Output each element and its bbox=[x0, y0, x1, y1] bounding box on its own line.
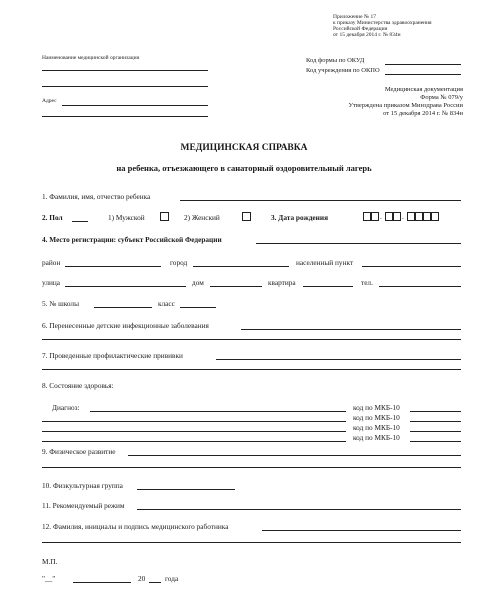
diagnosis-label: Диагноз: bbox=[52, 403, 80, 412]
okud-line[interactable] bbox=[385, 64, 461, 65]
birth-date-month-1[interactable] bbox=[385, 212, 393, 221]
settlement-line[interactable] bbox=[362, 266, 461, 267]
okpo-label: Код учреждения по ОКПО bbox=[306, 67, 380, 74]
birth-date-month-2[interactable] bbox=[393, 212, 401, 221]
class-label: класс bbox=[158, 299, 175, 308]
sex-label: 2. Пол bbox=[42, 213, 63, 222]
date-month-line[interactable] bbox=[73, 582, 131, 583]
field-9-label: 9. Физическое развитие bbox=[42, 447, 116, 456]
icd-label-2: код по МКБ-10 bbox=[353, 413, 400, 422]
regime-line[interactable] bbox=[137, 509, 461, 510]
document-subtitle: на ребенка, отъезжающего в санаторный оздоровительный лагерь bbox=[116, 163, 372, 173]
phone-line[interactable] bbox=[379, 286, 461, 287]
icd-label-3: код по МКБ-10 bbox=[353, 423, 400, 432]
sex-female-label: 2) Женский bbox=[184, 213, 220, 222]
appendix-line-2: к приказу Министерства здравоохранения bbox=[333, 20, 432, 26]
address-line-2[interactable] bbox=[42, 116, 208, 117]
approved-date: от 15 декабря 2014 г. № 834н bbox=[383, 110, 463, 117]
field-11-label: 11. Рекомендуемый режим bbox=[42, 501, 125, 510]
birth-date-label: 3. Дата рождения bbox=[271, 213, 329, 222]
org-name-label: Наименование медицинской организации bbox=[42, 55, 140, 61]
physical-development-line-2[interactable] bbox=[42, 467, 461, 468]
date-day: "__" bbox=[42, 574, 56, 583]
settlement-label: населенный пункт bbox=[296, 258, 354, 267]
stamp-label: М.П. bbox=[42, 557, 58, 566]
birth-date-day-1[interactable] bbox=[363, 212, 371, 221]
field-8-label: 8. Состояние здоровья: bbox=[42, 381, 114, 390]
icd-label-4: код по МКБ-10 bbox=[353, 433, 400, 442]
phone-label: тел. bbox=[361, 278, 373, 287]
address-label: Адрес bbox=[42, 98, 57, 104]
date-separator: . bbox=[380, 212, 382, 221]
sex-female-checkbox[interactable] bbox=[242, 212, 251, 221]
diagnosis-line-2[interactable] bbox=[42, 421, 346, 422]
field-1-label: 1. Фамилия, имя, отчество ребенка bbox=[42, 192, 151, 201]
sex-male-label: 1) Мужской bbox=[108, 213, 145, 222]
date-year-prefix: 20 bbox=[138, 574, 146, 583]
birth-date-year-3[interactable] bbox=[423, 212, 431, 221]
house-label: дом bbox=[192, 278, 204, 287]
field-6-label: 6. Перенесенные детские инфекционные заболевания bbox=[42, 321, 209, 330]
birth-date-day-2[interactable] bbox=[371, 212, 379, 221]
icd-label-1: код по МКБ-10 bbox=[353, 403, 400, 412]
document-title: МЕДИЦИНСКАЯ СПРАВКА bbox=[180, 143, 308, 153]
org-name-line[interactable] bbox=[42, 70, 208, 71]
appendix-line-4: от 15 декабря 2014 г. № 834н bbox=[333, 32, 401, 38]
school-label: 5. № школы bbox=[42, 299, 79, 308]
approved-by: Утверждена приказом Минздрава России bbox=[348, 102, 463, 109]
city-label: город bbox=[170, 258, 188, 267]
street-label: улица bbox=[42, 278, 61, 287]
okud-label: Код формы по ОКУД bbox=[306, 57, 365, 64]
apartment-line[interactable] bbox=[303, 286, 353, 287]
icd-line-3[interactable] bbox=[410, 431, 461, 432]
vaccinations-line[interactable] bbox=[216, 359, 461, 360]
class-line[interactable] bbox=[180, 307, 216, 308]
registration-label: 4. Место регистрации: субъект Российской Федерации bbox=[42, 235, 222, 244]
district-label: район bbox=[42, 258, 61, 267]
house-line[interactable] bbox=[210, 286, 262, 287]
date-separator: . bbox=[402, 212, 404, 221]
infections-line-2[interactable] bbox=[42, 339, 461, 340]
form-number: Форма № 079/у bbox=[420, 94, 463, 101]
region-line[interactable] bbox=[256, 243, 461, 244]
okpo-line[interactable] bbox=[385, 74, 461, 75]
doc-type: Медицинская документация bbox=[384, 86, 463, 93]
street-line[interactable] bbox=[65, 286, 186, 287]
address-line[interactable] bbox=[62, 105, 208, 106]
icd-line-1[interactable] bbox=[410, 411, 461, 412]
diagnosis-line-3[interactable] bbox=[42, 431, 346, 432]
date-year-suffix: года bbox=[165, 574, 179, 583]
vaccinations-line-2[interactable] bbox=[42, 369, 461, 370]
signature-line-2[interactable] bbox=[42, 542, 461, 543]
apartment-label: квартира bbox=[268, 278, 296, 287]
physical-development-line[interactable] bbox=[128, 455, 461, 456]
icd-line-4[interactable] bbox=[410, 441, 461, 442]
child-name-line[interactable] bbox=[180, 200, 461, 201]
diagnosis-line-1[interactable] bbox=[90, 411, 346, 412]
signature-line[interactable] bbox=[262, 530, 461, 531]
field-12-label: 12. Фамилия, инициалы и подпись медицинского работника bbox=[42, 522, 229, 531]
field-10-label: 10. Физкультурная группа bbox=[42, 481, 123, 490]
org-name-line-2[interactable] bbox=[42, 86, 208, 87]
sex-male-checkbox[interactable] bbox=[160, 212, 169, 221]
school-line[interactable] bbox=[94, 307, 152, 308]
pe-group-line[interactable] bbox=[137, 489, 235, 490]
birth-date-year-2[interactable] bbox=[415, 212, 423, 221]
city-line[interactable] bbox=[193, 266, 289, 267]
infections-line[interactable] bbox=[241, 329, 461, 330]
district-line[interactable] bbox=[65, 266, 161, 267]
appendix-line-3: Российской Федерации bbox=[333, 26, 388, 32]
birth-date-year-4[interactable] bbox=[431, 212, 439, 221]
diagnosis-line-4[interactable] bbox=[42, 441, 346, 442]
sex-line[interactable] bbox=[72, 221, 88, 222]
appendix-line-1: Приложение № 17 bbox=[333, 14, 377, 20]
field-7-label: 7. Проведенные профилактические прививки bbox=[42, 351, 183, 360]
date-year-line[interactable] bbox=[149, 582, 161, 583]
icd-line-2[interactable] bbox=[410, 421, 461, 422]
birth-date-year-1[interactable] bbox=[407, 212, 415, 221]
